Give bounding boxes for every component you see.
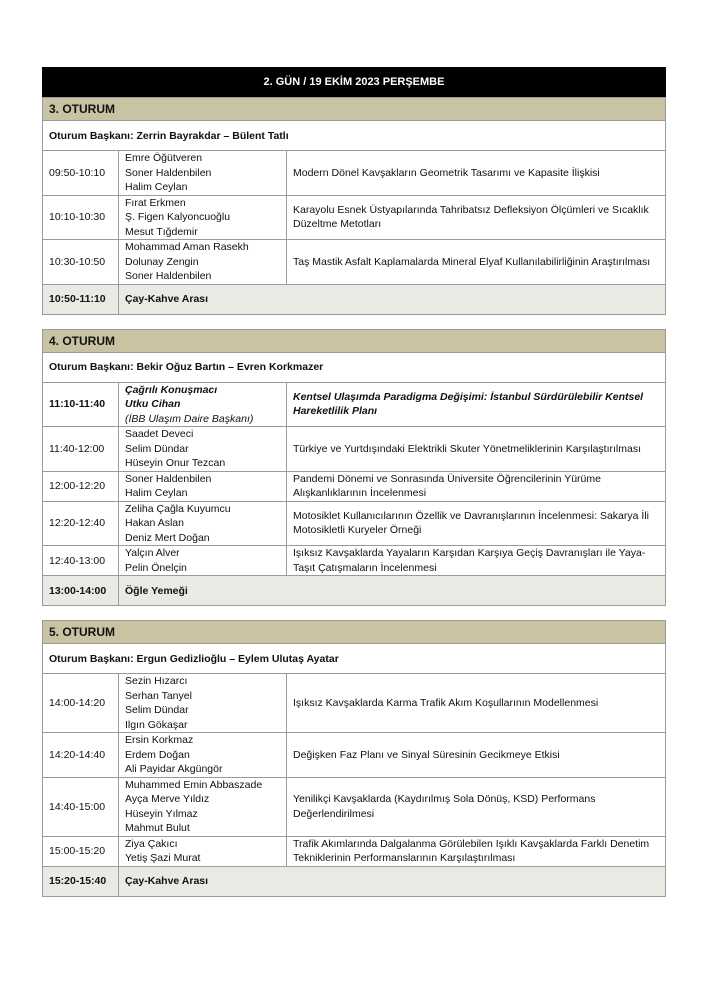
paper-title: Türkiye ve Yurtdışındaki Elektrikli Skuter Yönetmeliklerinin Karşılaştırılması <box>287 427 666 472</box>
author: Yetiş Şazi Murat <box>125 852 201 864</box>
session-title: 5. OTURUM <box>43 621 666 644</box>
paper-title: Yenilikçi Kavşaklarda (Kaydırılmış Sola Dönüş, KSD) Performans Değerlendirilmesi <box>287 777 666 836</box>
time-cell: 10:10-10:30 <box>43 195 119 240</box>
session-4-table <box>42 329 666 607</box>
author: Selim Dündar <box>125 704 189 716</box>
author: Selim Dündar <box>125 442 189 455</box>
keynote-role: Çağrılı Konuşmacı <box>125 383 218 396</box>
program-page <box>42 67 666 897</box>
authors-cell <box>119 501 287 546</box>
break-label: Çay-Kahve Arası <box>119 284 666 314</box>
paper-title: Modern Dönel Kavşakların Geometrik Tasarımı ve Kapasite İlişkisi <box>287 151 666 196</box>
time-cell: 14:00-14:20 <box>43 674 119 733</box>
author: Hüseyin Onur Tezcan <box>125 457 226 469</box>
time-cell: 09:50-10:10 <box>43 151 119 196</box>
author: Zeliha Çağla Kuyumcu <box>125 502 231 515</box>
table-row <box>43 240 666 285</box>
author: Ersin Korkmaz <box>125 734 194 746</box>
author: Dolunay Zengin <box>125 255 199 268</box>
time-cell: 12:20-12:40 <box>43 501 119 546</box>
keynote-title: Kentsel Ulaşımda Paradigma Değişimi: İstanbul Sürdürülebilir Kentsel Hareketlilik Planı <box>287 382 666 427</box>
keynote-affiliation: (İBB Ulaşım Daire Başkanı) <box>125 412 254 425</box>
author: Mohammad Aman Rasekh <box>125 241 249 253</box>
authors-cell <box>119 777 287 836</box>
session-chair: Oturum Başkanı: Zerrin Bayrakdar – Bülent Tatlı <box>43 121 666 151</box>
table-row <box>43 427 666 472</box>
author: Halim Ceylan <box>125 487 188 499</box>
time-cell: 11:40-12:00 <box>43 427 119 472</box>
paper-title: Motosiklet Kullanıcılarının Özellik ve Davranışlarının İncelenmesi: Sakarya İli Motosikletli Kuryeler Örneği <box>287 501 666 546</box>
author: Hüseyin Yılmaz <box>125 807 198 820</box>
author: Ş. Figen Kalyoncuoğlu <box>125 211 231 223</box>
authors-cell <box>119 546 287 576</box>
author: Sezin Hızarcı <box>125 675 188 687</box>
author: Halim Ceylan <box>125 181 188 193</box>
session-5-table <box>42 620 666 897</box>
author: Muhammed Emin Abbaszade <box>125 778 263 791</box>
author: Mesut Tığdemir <box>125 225 198 238</box>
author: Soner Haldenbilen <box>125 166 212 179</box>
author: Emre Öğütveren <box>125 152 203 164</box>
table-row <box>43 836 666 866</box>
table-row <box>43 674 666 733</box>
author: Deniz Mert Doğan <box>125 531 210 544</box>
author: Soner Haldenbilen <box>125 270 212 282</box>
session-3-table <box>42 97 666 315</box>
table-row <box>43 546 666 576</box>
break-row <box>43 866 666 896</box>
authors-cell <box>119 674 287 733</box>
author: Ali Payidar Akgüngör <box>125 763 223 775</box>
authors-cell <box>119 195 287 240</box>
paper-title: Trafik Akımlarında Dalgalanma Görülebilen Işıklı Kavşaklarda Farklı Denetim Tekniklerinin Performanslarının Karşılaştırılması <box>287 836 666 866</box>
author: Mahmut Bulut <box>125 822 190 834</box>
author: Ayça Merve Yıldız <box>125 793 210 805</box>
authors-cell <box>119 240 287 285</box>
author: Pelin Önelçin <box>125 561 187 574</box>
paper-title: Taş Mastik Asfalt Kaplamalarda Mineral Elyaf Kullanılabilirliğinin Araştırılması <box>287 240 666 285</box>
time-cell: 11:10-11:40 <box>43 382 119 427</box>
authors-cell <box>119 836 287 866</box>
authors-cell <box>119 382 287 427</box>
session-chair: Oturum Başkanı: Ergun Gedizlioğlu – Eylem Ulutaş Ayatar <box>43 644 666 674</box>
author: Serhan Tanyel <box>125 689 192 702</box>
day-header: 2. GÜN / 19 EKİM 2023 PERŞEMBE <box>42 67 666 97</box>
time-cell: 14:20-14:40 <box>43 733 119 778</box>
authors-cell <box>119 733 287 778</box>
authors-cell <box>119 151 287 196</box>
break-time: 13:00-14:00 <box>43 576 119 606</box>
session-title: 4. OTURUM <box>43 329 666 352</box>
time-cell: 12:40-13:00 <box>43 546 119 576</box>
author: Erdem Doğan <box>125 748 190 761</box>
authors-cell <box>119 427 287 472</box>
break-row <box>43 284 666 314</box>
paper-title: Işıksız Kavşaklarda Karma Trafik Akım Koşullarının Modellenmesi <box>287 674 666 733</box>
keynote-speaker: Utku Cihan <box>125 398 181 410</box>
table-row <box>43 777 666 836</box>
table-row <box>43 733 666 778</box>
break-label: Öğle Yemeği <box>119 576 666 606</box>
break-time: 10:50-11:10 <box>43 284 119 314</box>
author: Hakan Aslan <box>125 517 184 529</box>
time-cell: 14:40-15:00 <box>43 777 119 836</box>
table-row <box>43 151 666 196</box>
table-row <box>43 195 666 240</box>
break-time: 15:20-15:40 <box>43 866 119 896</box>
time-cell: 12:00-12:20 <box>43 471 119 501</box>
authors-cell <box>119 471 287 501</box>
paper-title: Işıksız Kavşaklarda Yayaların Karşıdan Karşıya Geçiş Davranışları ile Yaya-Taşıt Çatışmaların İncelenmesi <box>287 546 666 576</box>
time-cell: 10:30-10:50 <box>43 240 119 285</box>
break-row <box>43 576 666 606</box>
author: Soner Haldenbilen <box>125 472 212 485</box>
session-chair: Oturum Başkanı: Bekir Oğuz Bartın – Evren Korkmazer <box>43 352 666 382</box>
author: Saadet Deveci <box>125 428 194 440</box>
session-title: 3. OTURUM <box>43 98 666 121</box>
keynote-row <box>43 382 666 427</box>
author: Ziya Çakıcı <box>125 837 178 850</box>
paper-title: Karayolu Esnek Üstyapılarında Tahribatsız Defleksiyon Ölçümleri ve Sıcaklık Düzeltme Metotları <box>287 195 666 240</box>
author: Fırat Erkmen <box>125 196 186 209</box>
paper-title: Pandemi Dönemi ve Sonrasında Üniversite Öğrencilerinin Yürüme Alışkanlıklarının İncelenmesi <box>287 471 666 501</box>
table-row <box>43 501 666 546</box>
paper-title: Değişken Faz Planı ve Sinyal Süresinin Gecikmeye Etkisi <box>287 733 666 778</box>
author: Yalçın Alver <box>125 547 180 559</box>
table-row <box>43 471 666 501</box>
author: Ilgın Gökaşar <box>125 718 188 731</box>
time-cell: 15:00-15:20 <box>43 836 119 866</box>
break-label: Çay-Kahve Arası <box>119 866 666 896</box>
